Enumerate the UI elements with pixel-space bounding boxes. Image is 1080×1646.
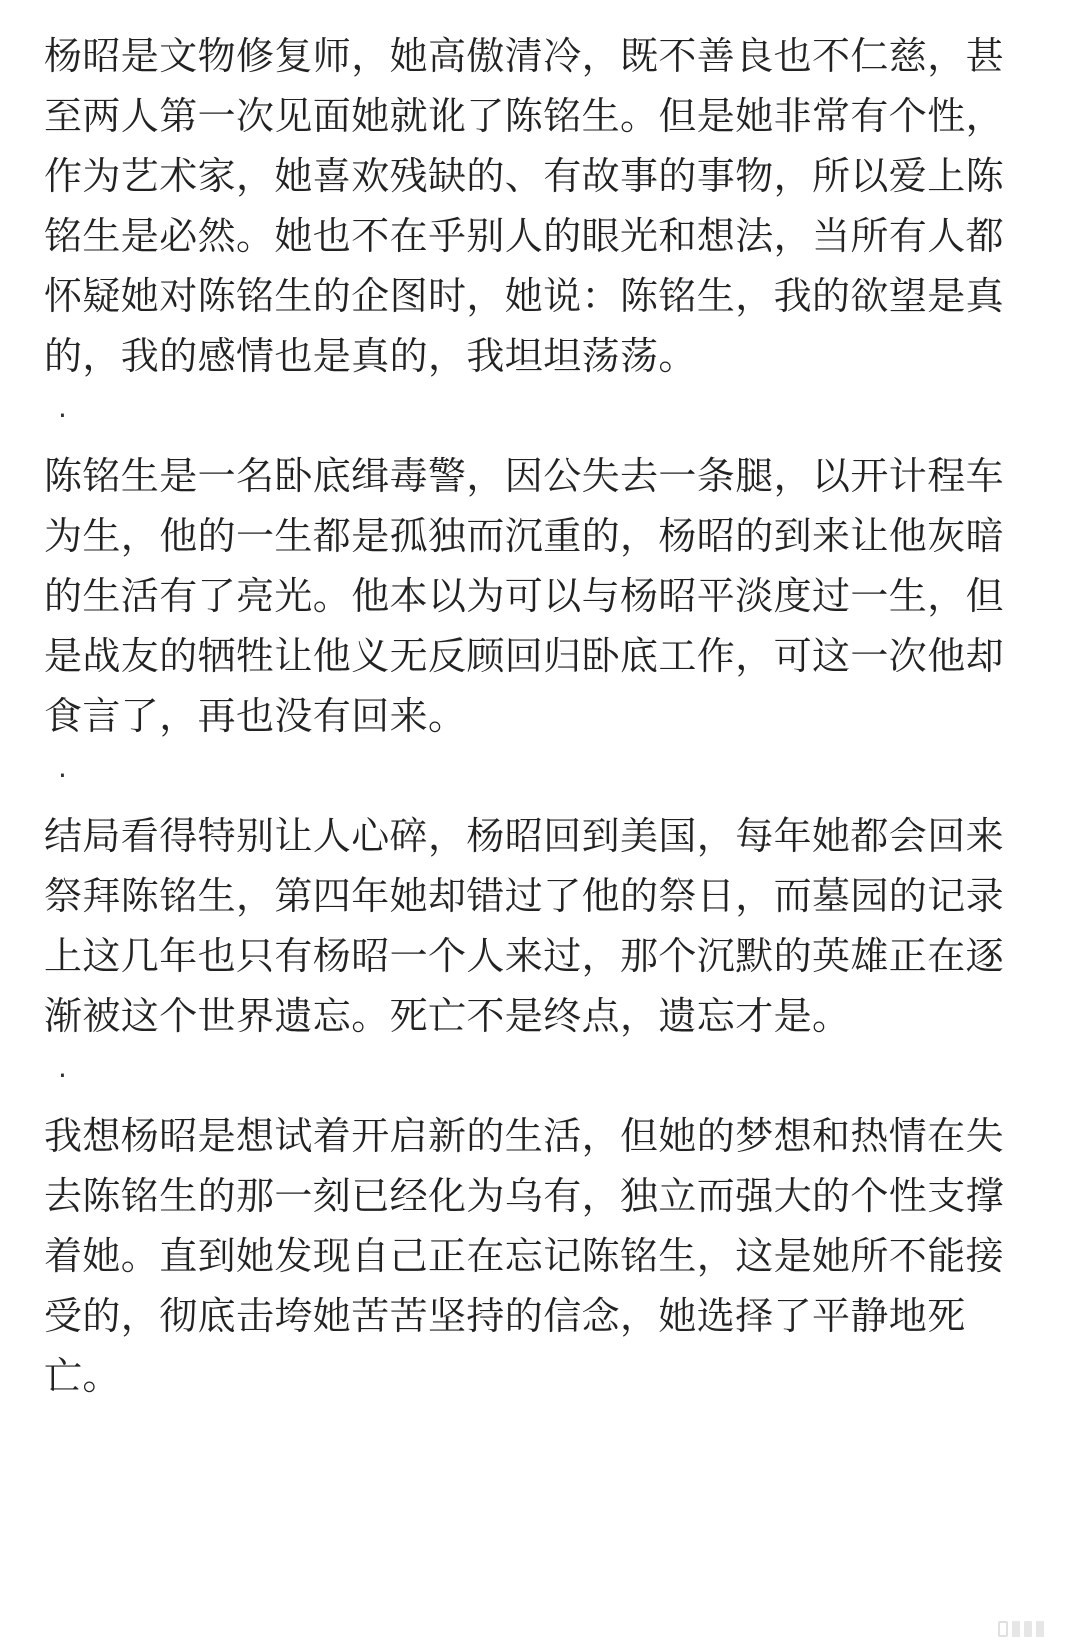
paragraph-2: 陈铭生是一名卧底缉毒警，因公失去一条腿，以开计程车为生，他的一生都是孤独而沉重的，杨昭的到来让他灰暗的生活有了亮光。他本以为可以与杨昭平淡度过一生，但是战友的牺牲让他义无反顾回归卧底工作，可这一次他却食言了，再也没有回来。	[44, 454, 1005, 738]
paragraph-1: 杨昭是文物修复师，她高傲清冷，既不善良也不仁慈，甚至两人第一次见面她就讹了陈铭生。但是她非常有个性，作为艺术家，她喜欢残缺的、有故事的事物，所以爱上陈铭生是必然。她也不在乎别人的眼光和想法，当所有人都怀疑她对陈铭生的企图时，她说：陈铭生，我的欲望是真的，我的感情也是真的，我坦坦荡荡。	[44, 34, 1005, 378]
paragraph-3: 结局看得特别让人心碎，杨昭回到美国，每年她都会回来祭拜陈铭生，第四年她却错过了他的祭日，而墓园的记录上这几年也只有杨昭一个人来过，那个沉默的英雄正在逐渐被这个世界遗忘。死亡不是终点，遗忘才是。	[44, 814, 1005, 1038]
separator-dot-1: ·	[58, 399, 68, 432]
article-body	[44, 26, 1024, 1406]
paragraph-4: 我想杨昭是想试着开启新的生活，但她的梦想和热情在失去陈铭生的那一刻已经化为乌有，独立而强大的个性支撑着她。直到她发现自己正在忘记陈铭生，这是她所不能接受的，彻底击垮她苦苦坚持的信念，她选择了平静地死亡。	[44, 1114, 1005, 1398]
watermark-icon	[998, 1618, 1070, 1640]
watermark-bar-icon	[1036, 1621, 1044, 1637]
watermark-frame-icon	[998, 1621, 1008, 1637]
watermark-bar-icon	[1012, 1621, 1020, 1637]
separator-dot-3: ·	[58, 1059, 68, 1092]
separator-dot-2: ·	[58, 759, 68, 792]
watermark-bar-icon	[1024, 1621, 1032, 1637]
